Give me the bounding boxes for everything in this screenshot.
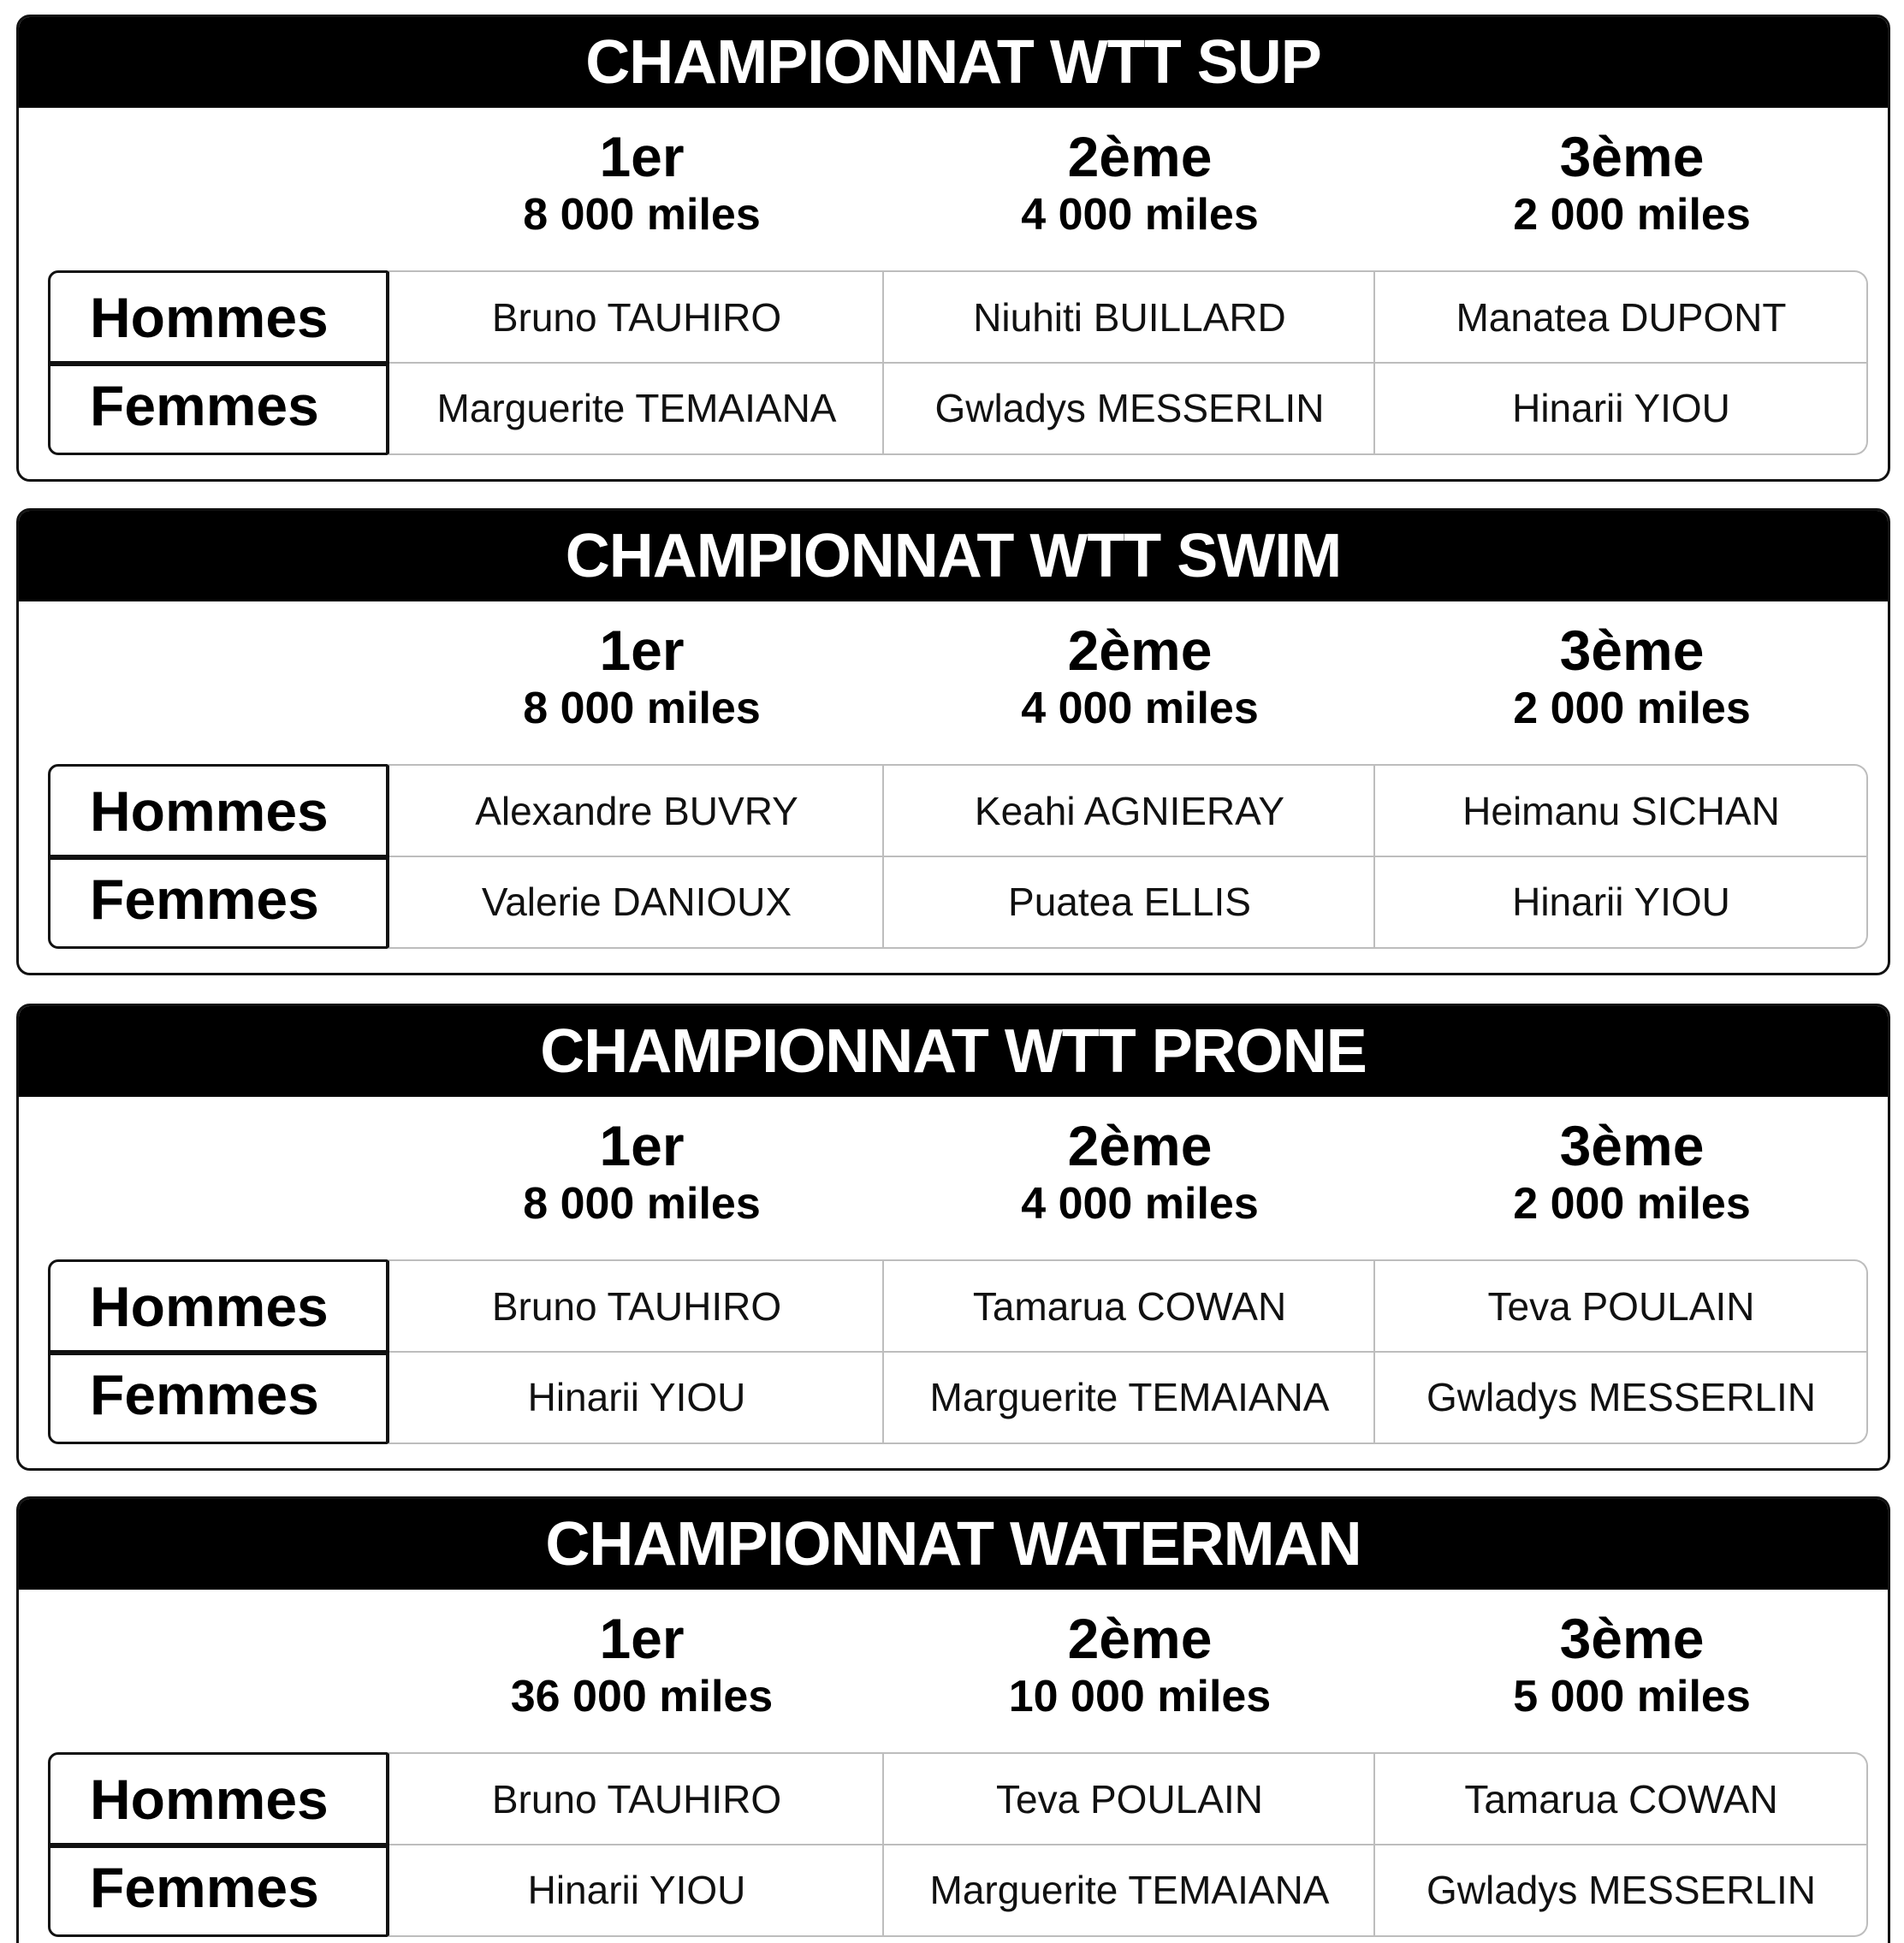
- winner-cell: Marguerite TEMAIANA: [929, 1375, 1330, 1419]
- place-header-3: [1375, 1607, 1889, 1744]
- winner-cell: Bruno TAUHIRO: [491, 295, 782, 340]
- place-prize: 4 000 miles: [1021, 684, 1259, 733]
- row-label-hommes: Hommes: [90, 779, 329, 843]
- place-prize: 2 000 miles: [1513, 190, 1751, 240]
- winner-cell: Niuhiti BUILLARD: [973, 295, 1286, 340]
- results-grid: [387, 1259, 1868, 1444]
- winner-cell: Tamarua COWAN: [972, 1284, 1287, 1329]
- winner-cell: Gwladys MESSERLIN: [1426, 1868, 1816, 1912]
- row-label-hommes: Hommes: [90, 1768, 329, 1831]
- place-rank: 3ème: [1559, 1114, 1705, 1177]
- championship-panel-sup: [16, 15, 1890, 482]
- place-rank: 1er: [599, 1114, 685, 1177]
- championship-panel-swim: [16, 508, 1890, 975]
- place-header-3: [1375, 619, 1889, 755]
- winner-cell: Tamarua COWAN: [1464, 1777, 1778, 1822]
- place-prize: 4 000 miles: [1021, 190, 1259, 240]
- results-grid: [387, 1752, 1868, 1937]
- place-header-1: [385, 125, 899, 262]
- category-labels: [48, 1259, 389, 1444]
- panel-title: CHAMPIONNAT WATERMAN: [19, 1499, 1888, 1590]
- row-label-hommes: Hommes: [90, 286, 329, 349]
- label-divider: [50, 1843, 386, 1848]
- category-labels: [48, 764, 389, 949]
- place-header-1: [385, 1607, 899, 1744]
- panel-title: CHAMPIONNAT WTT PRONE: [19, 1006, 1888, 1097]
- place-header-2: [883, 1114, 1397, 1251]
- winner-cell: Hinarii YIOU: [1512, 386, 1730, 430]
- winner-cell: Hinarii YIOU: [527, 1868, 746, 1912]
- place-rank: 3ème: [1559, 1607, 1705, 1670]
- place-header-1: [385, 1114, 899, 1251]
- place-rank: 2ème: [1067, 1607, 1213, 1670]
- winner-cell: Teva POULAIN: [996, 1777, 1263, 1822]
- winner-cell: Gwladys MESSERLIN: [1426, 1375, 1816, 1419]
- winner-cell: Puatea ELLIS: [1008, 880, 1251, 924]
- winner-cell: Heimanu SICHAN: [1462, 789, 1780, 833]
- label-divider: [50, 1350, 386, 1355]
- results-grid: [387, 764, 1868, 949]
- row-label-femmes: Femmes: [90, 1363, 319, 1426]
- place-header-3: [1375, 125, 1889, 262]
- place-prize: 10 000 miles: [1008, 1672, 1272, 1721]
- winner-cell: Valerie DANIOUX: [481, 880, 792, 924]
- winner-cell: Gwladys MESSERLIN: [934, 386, 1325, 430]
- row-label-femmes: Femmes: [90, 868, 319, 931]
- winner-cell: Keahi AGNIERAY: [974, 789, 1285, 833]
- category-labels: [48, 270, 389, 455]
- label-divider: [50, 361, 386, 366]
- place-prize: 8 000 miles: [523, 1179, 761, 1229]
- place-prize: 8 000 miles: [523, 684, 761, 733]
- winner-cell: Hinarii YIOU: [527, 1375, 746, 1419]
- place-header-2: [883, 1607, 1397, 1744]
- place-header-2: [883, 619, 1397, 755]
- row-label-femmes: Femmes: [90, 374, 319, 437]
- place-rank: 3ème: [1559, 619, 1705, 682]
- place-rank: 2ème: [1067, 125, 1213, 188]
- place-header-3: [1375, 1114, 1889, 1251]
- label-divider: [50, 855, 386, 860]
- place-rank: 2ème: [1067, 619, 1213, 682]
- place-header-2: [883, 125, 1397, 262]
- panel-title: CHAMPIONNAT WTT SWIM: [19, 511, 1888, 601]
- place-prize: 36 000 miles: [510, 1672, 774, 1721]
- place-rank: 3ème: [1559, 125, 1705, 188]
- place-rank: 1er: [599, 125, 685, 188]
- winner-cell: Manatea DUPONT: [1456, 295, 1787, 340]
- place-rank: 1er: [599, 619, 685, 682]
- winner-cell: Bruno TAUHIRO: [491, 1777, 782, 1822]
- category-labels: [48, 1752, 389, 1937]
- place-prize: 2 000 miles: [1513, 1179, 1751, 1229]
- championship-panel-prone: [16, 1004, 1890, 1471]
- panel-title: CHAMPIONNAT WTT SUP: [19, 17, 1888, 108]
- winner-cell: Marguerite TEMAIANA: [436, 386, 837, 430]
- place-prize: 4 000 miles: [1021, 1179, 1259, 1229]
- place-prize: 5 000 miles: [1513, 1672, 1751, 1721]
- winner-cell: Teva POULAIN: [1487, 1284, 1755, 1329]
- results-grid: [387, 270, 1868, 455]
- winner-cell: Alexandre BUVRY: [475, 789, 798, 833]
- place-header-1: [385, 619, 899, 755]
- place-rank: 2ème: [1067, 1114, 1213, 1177]
- row-label-hommes: Hommes: [90, 1275, 329, 1338]
- championship-panel-waterman: [16, 1496, 1890, 1943]
- place-prize: 2 000 miles: [1513, 684, 1751, 733]
- place-rank: 1er: [599, 1607, 685, 1670]
- winner-cell: Marguerite TEMAIANA: [929, 1868, 1330, 1912]
- winner-cell: Hinarii YIOU: [1512, 880, 1730, 924]
- place-prize: 8 000 miles: [523, 190, 761, 240]
- winner-cell: Bruno TAUHIRO: [491, 1284, 782, 1329]
- row-label-femmes: Femmes: [90, 1856, 319, 1919]
